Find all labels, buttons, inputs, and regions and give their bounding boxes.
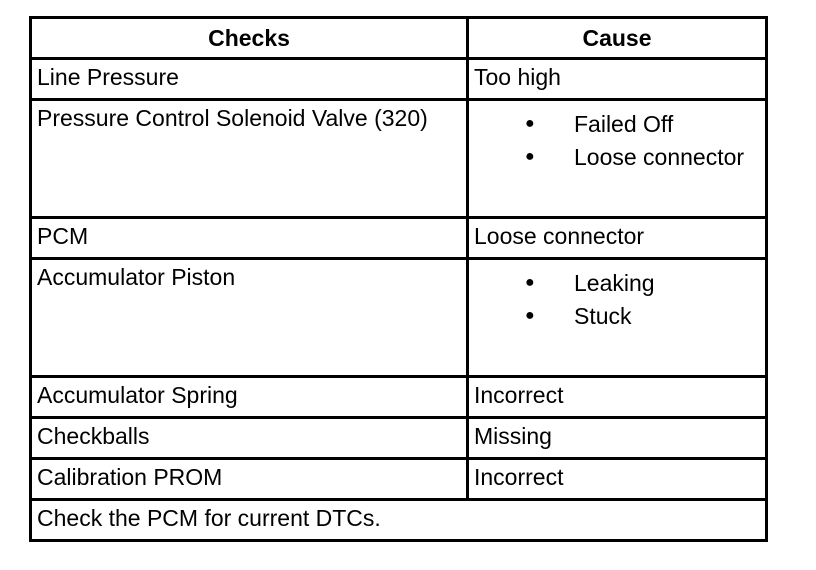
cause-cell <box>468 377 767 418</box>
cause-text: Incorrect <box>474 382 564 408</box>
cause-list <box>469 101 765 177</box>
cause-list <box>469 260 765 336</box>
check-cell <box>31 259 468 377</box>
cause-list-item <box>469 144 765 177</box>
bullet-icon: ● <box>525 307 535 324</box>
check-text: Checkballs <box>37 423 150 449</box>
footer-note-cell <box>31 500 767 541</box>
cause-list-item <box>469 111 765 144</box>
cause-text: Loose connector <box>574 144 745 170</box>
check-text: Calibration PROM <box>37 464 223 490</box>
table-row <box>31 59 767 100</box>
table-footer-row <box>31 500 767 541</box>
check-text: Accumulator Spring <box>37 382 238 408</box>
check-cell <box>31 459 468 500</box>
table-row <box>31 377 767 418</box>
check-cell <box>31 377 468 418</box>
check-cell <box>31 218 468 259</box>
cause-text: Missing <box>474 423 552 449</box>
cause-cell <box>468 459 767 500</box>
diagnostic-table <box>29 16 768 542</box>
cause-list-item <box>469 303 765 336</box>
table-row <box>31 218 767 259</box>
cause-cell <box>468 259 767 377</box>
table-row <box>31 459 767 500</box>
check-text: PCM <box>37 223 89 249</box>
bullet-icon: ● <box>525 274 535 291</box>
check-text: Pressure Control Solenoid Valve (320) <box>37 105 428 131</box>
check-text: Accumulator Piston <box>37 264 236 290</box>
cause-cell <box>468 218 767 259</box>
cause-cell <box>468 59 767 100</box>
cause-text: Leaking <box>574 270 655 296</box>
column-header-checks: Checks <box>31 18 468 59</box>
check-cell <box>31 100 468 218</box>
cause-text: Loose connector <box>474 223 645 249</box>
check-cell <box>31 418 468 459</box>
bullet-icon: ● <box>525 148 535 165</box>
table-row <box>31 259 767 377</box>
cause-text: Incorrect <box>474 464 564 490</box>
cause-text: Too high <box>474 64 561 90</box>
cause-text: Stuck <box>574 303 632 329</box>
table-row <box>31 100 767 218</box>
column-header-cause: Cause <box>468 18 767 59</box>
table-header-row <box>31 18 767 59</box>
cause-cell <box>468 100 767 218</box>
cause-cell <box>468 418 767 459</box>
check-cell <box>31 59 468 100</box>
bullet-icon: ● <box>525 115 535 132</box>
footer-note: Check the PCM for current DTCs. <box>37 505 381 531</box>
table-row <box>31 418 767 459</box>
check-text: Line Pressure <box>37 64 179 90</box>
cause-list-item <box>469 270 765 303</box>
cause-text: Failed Off <box>574 111 674 137</box>
